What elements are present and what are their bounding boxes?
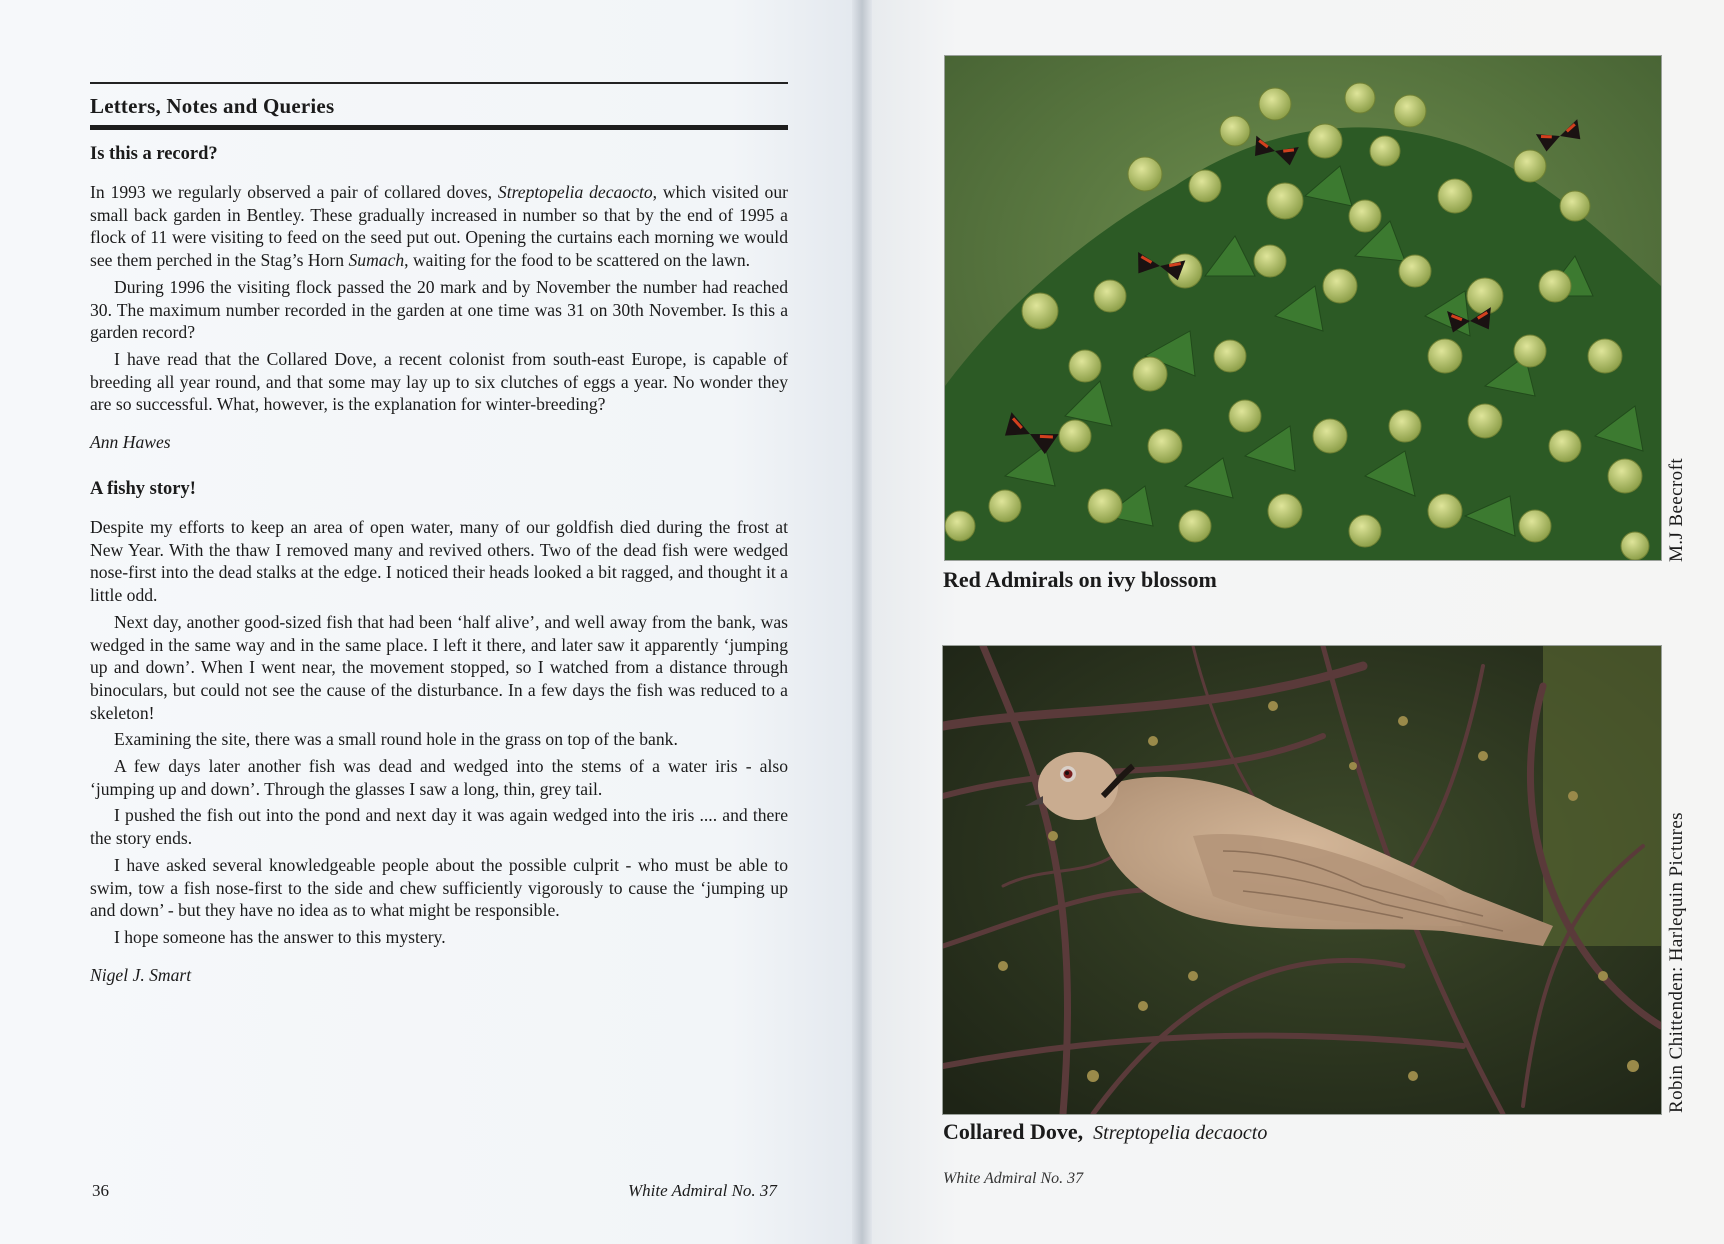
book-gutter bbox=[852, 0, 872, 1244]
article-paragraph: Despite my efforts to keep an area of open water, many of our goldfish died during the frost at New Year. With the thaw I removed many and revived others. Two of the dead fish were wedged nose-first into the dead stalks at the edge. I noticed their heads looked a bit ragged, and thought it a little odd. bbox=[90, 517, 788, 606]
article-paragraph: A few days later another fish was dead and wedged into the stems of a water iris - also ‘jumping up and down’. Through the glasses I saw a long, thin, grey tail. bbox=[90, 756, 788, 799]
article-paragraph: In 1993 we regularly observed a pair of collared doves, Streptopelia decaocto, which visited our small back garden in Bentley. These gradually increased in number so that by the end of 1995 a flock of 11 were visiting to feed on the seed put out. Opening the curtains each morning we would see them perched in the Stag’s Horn Sumach, waiting for the food to be scattered on the lawn. bbox=[90, 182, 788, 271]
photo-caption-collared-dove: Collared Dove, Streptopelia decaocto bbox=[943, 1119, 1268, 1144]
article-paragraph: I have read that the Collared Dove, a recent colonist from south-east Europe, is capable of breeding all year round, and that some may lay up to six clutches of eggs a year. No wonder they are so successful. What, however, is the explanation for winter-breeding? bbox=[90, 348, 788, 415]
running-title-right: White Admiral No. 37 bbox=[943, 1170, 1084, 1187]
letters-column bbox=[90, 82, 788, 986]
article-paragraph: I pushed the fish out into the pond and next day it was again wedged into the iris .... and there the story ends. bbox=[90, 805, 788, 849]
photo-credit-beecroft: M.J Beecroft bbox=[1666, 458, 1687, 562]
article-paragraph: I have asked several knowledgeable people about the possible culprit - who must be able to swim, tow a fish nose-first to the side and chew sufficiently vigorously to cause the ‘jumping up and down’ - but they have no idea as to what might be responsible. bbox=[90, 854, 788, 921]
article-title-record: Is this a record? bbox=[90, 144, 218, 164]
page-number: 36 bbox=[92, 1181, 109, 1200]
photo-caption-red-admirals: Red Admirals on ivy blossom bbox=[943, 567, 1217, 592]
article-paragraph: Next day, another good-sized fish that had been ‘half alive’, and well away from the bank, was wedged in the same way and in the same place. I left it there, and later saw it apparently ‘jumping up and down’. When I went near, the movement stopped, so I watched from a distance through binoculars, but could not see the cause of the disturbance. In a few days the fish was reduced to a skeleton! bbox=[90, 611, 788, 723]
section-heading: Letters, Notes and Queries bbox=[90, 94, 335, 118]
collared-dove-photo bbox=[943, 646, 1661, 1114]
author-byline: Nigel J. Smart bbox=[90, 964, 192, 985]
article-paragraph: During 1996 the visiting flock passed the 20 mark and by November the number had reached 30. The maximum number recorded in the garden at one time was 31 on 30th November. Is this a garden record? bbox=[90, 276, 788, 343]
author-byline: Ann Hawes bbox=[90, 432, 171, 453]
article-title-fishy: A fishy story! bbox=[90, 479, 196, 500]
red-admirals-photo bbox=[945, 56, 1661, 560]
caption-species-name: Streptopelia decaocto bbox=[1093, 1122, 1268, 1144]
photo-credit-chittenden: Robin Chittenden: Harlequin Pictures bbox=[1666, 812, 1687, 1113]
running-title: White Admiral No. 37 bbox=[628, 1181, 777, 1200]
article-paragraph: I hope someone has the answer to this mystery. bbox=[114, 926, 446, 947]
plant-name: Sumach bbox=[348, 250, 405, 271]
article-paragraph: Examining the site, there was a small round hole in the grass on top of the bank. bbox=[114, 729, 678, 750]
heading-rule bbox=[90, 125, 788, 130]
species-name: Streptopelia decaocto bbox=[497, 182, 653, 202]
